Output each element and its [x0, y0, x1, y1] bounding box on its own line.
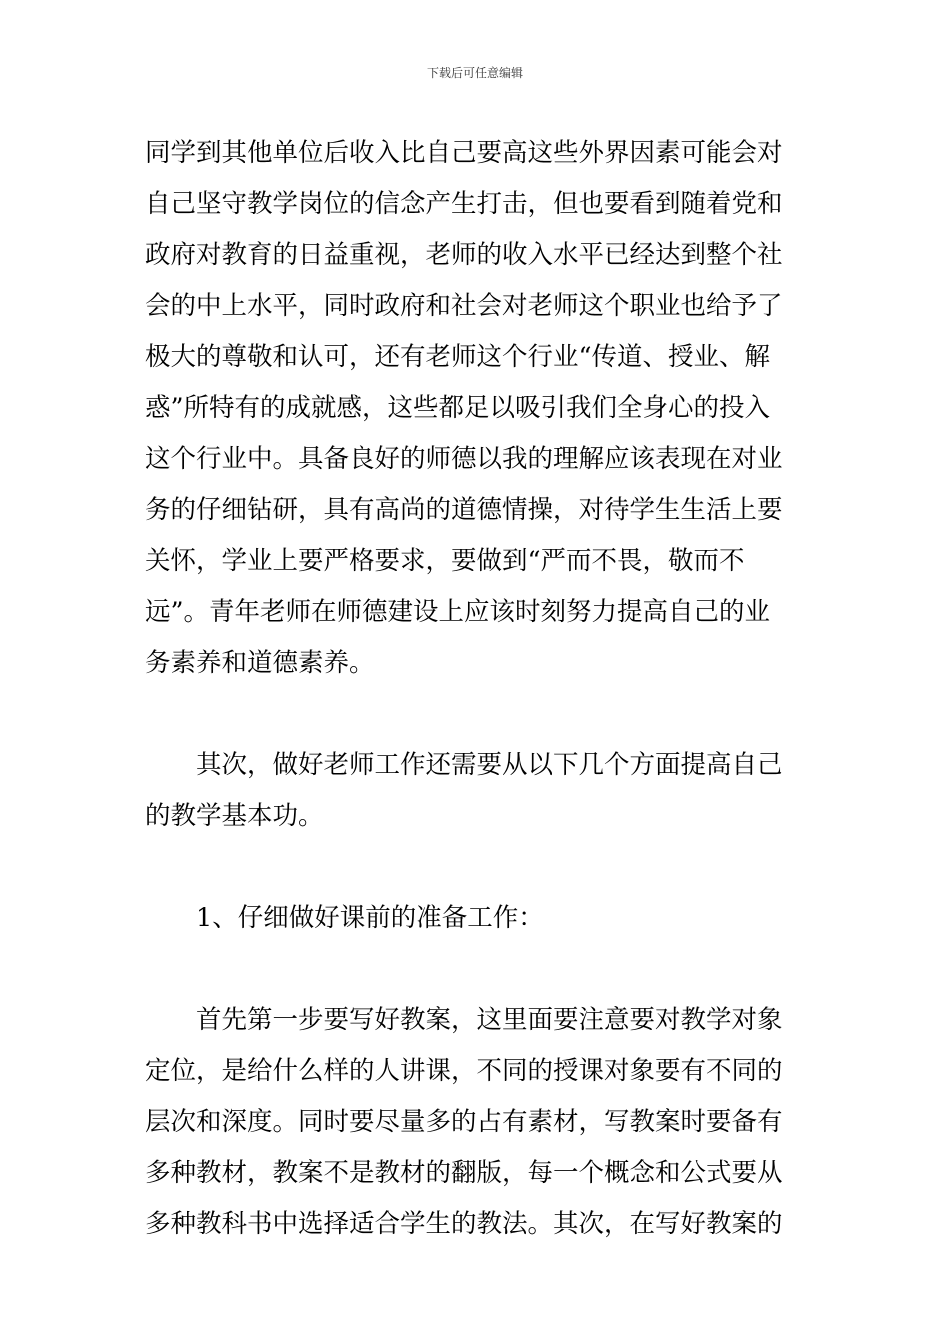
text-line: 政府对教育的日益重视，老师的收入水平已经达到整个社 — [145, 240, 783, 270]
text-line: 定位，是给什么样的人讲课，不同的授课对象要有不同的 — [145, 1056, 783, 1086]
text-line: 惑”所特有的成就感，这些都足以吸引我们全身心的投入 — [145, 393, 771, 423]
text-line: 务素养和道德素养。 — [145, 648, 375, 678]
text-line: 层次和深度。同时要尽量多的占有素材，写教案时要备有 — [145, 1107, 783, 1137]
paragraph-1 — [145, 128, 807, 689]
paragraph-3-heading — [145, 893, 807, 944]
paragraph-spacer — [145, 944, 807, 995]
text-line: 同学到其他单位后收入比自己要高这些外界因素可能会对 — [145, 138, 783, 168]
text-line: 会的中上水平，同时政府和社会对老师这个职业也给予了 — [145, 291, 783, 321]
text-line: 的教学基本功。 — [145, 801, 324, 831]
text-line: 其次，做好老师工作还需要从以下几个方面提高自己 — [196, 750, 783, 780]
text-line: 这个行业中。具备良好的师德以我的理解应该表现在对业 — [145, 444, 783, 474]
text-line: 极大的尊敬和认可，还有老师这个行业“传道、授业、解 — [145, 342, 771, 372]
text-line: 多种教科书中选择适合学生的教法。其次，在写好教案的 — [145, 1209, 783, 1239]
text-line: 远”。青年老师在师德建设上应该时刻努力提高自己的业 — [145, 597, 771, 627]
paragraph-spacer — [145, 689, 807, 740]
page-header: 下载后可任意编辑 — [426, 66, 523, 80]
text-line: 首先第一步要写好教案，这里面要注意要对教学对象 — [196, 1005, 783, 1035]
document-body — [145, 128, 807, 1250]
paragraph-4 — [145, 995, 807, 1250]
text-line: 务的仔细钻研，具有高尚的道德情操，对待学生生活上要 — [145, 495, 783, 525]
text-line: 自己坚守教学岗位的信念产生打击，但也要看到随着党和 — [145, 189, 783, 219]
text-line: 多种教材，教案不是教材的翻版，每一个概念和公式要从 — [145, 1158, 783, 1188]
text-line: 关怀，学业上要严格要求，要做到“严而不畏，敬而不 — [145, 546, 745, 576]
paragraph-spacer — [145, 842, 807, 893]
section-heading: 1、仔细做好课前的准备工作： — [196, 903, 544, 933]
paragraph-2 — [145, 740, 807, 842]
